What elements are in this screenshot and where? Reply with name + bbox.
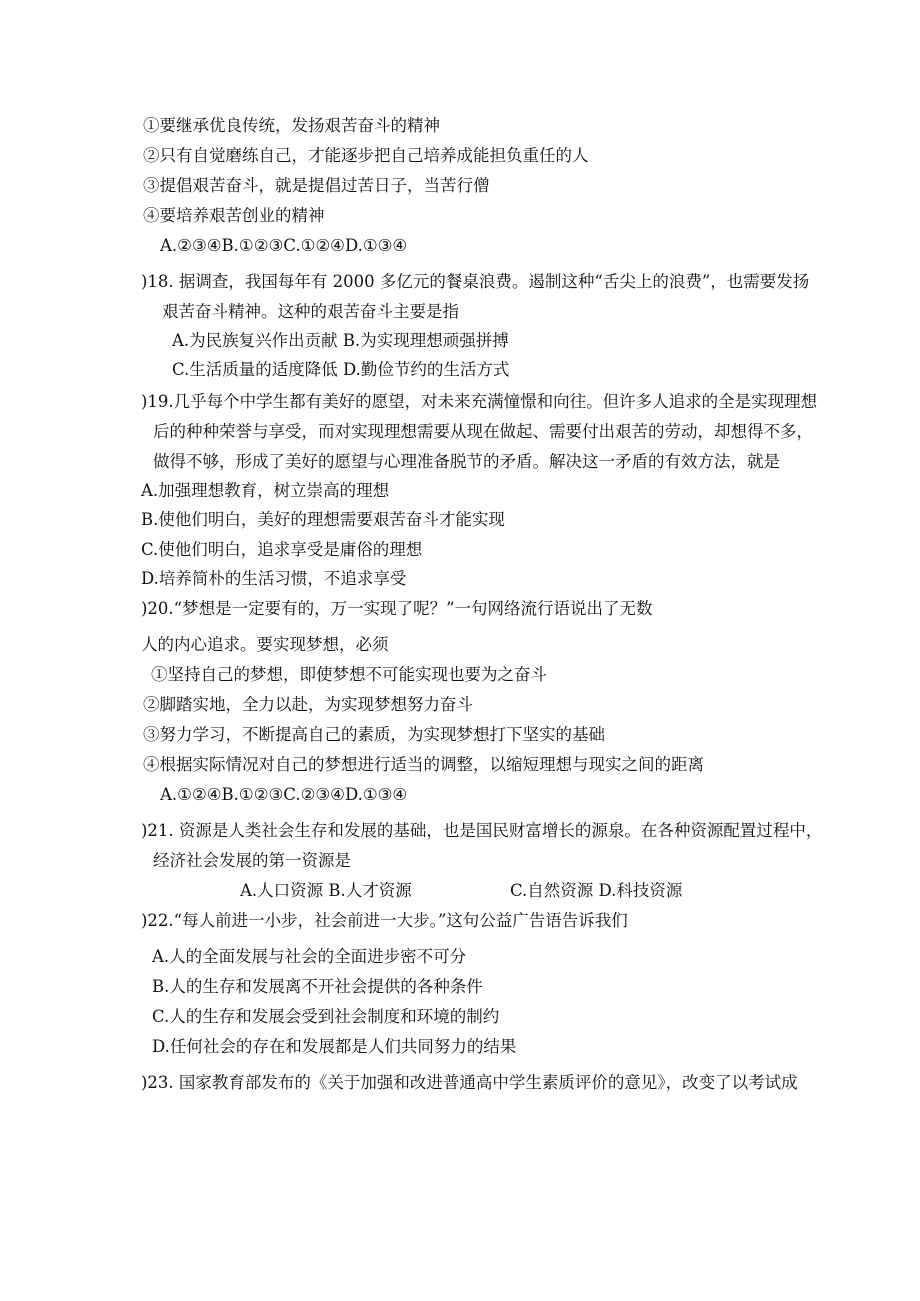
q18-options-cd: C.生活质量的适度降低 D.勤俭节约的生活方式 [172,360,510,379]
q20-item-2: ②脚踏实地，全力以赴，为实现梦想努力奋斗 [143,695,473,714]
q17-item-4: ④要培养艰苦创业的精神 [143,206,325,225]
q17-item-2: ②只有自觉磨练自己，才能逐步把自己培养成能担负重任的人 [143,146,589,165]
q22-option-c: C.人的生存和发展会受到社会制度和环境的制约 [152,1007,500,1026]
q19-stem-line-2: 后的种种荣誉与享受，而对实现理想需要从现在做起、需要付出艰苦的劳动，却想得不多， [153,422,813,441]
q17-options: A.②③④B.①②③C.①②④D.①③④ [160,236,408,255]
q22-option-b: B.人的生存和发展离不开社会提供的各种条件 [152,977,483,996]
q17-item-3: ③提倡艰苦奋斗，就是提倡过苦日子，当苦行僧 [143,176,490,195]
q17-item-1: ①要继承优良传统，发扬艰苦奋斗的精神 [143,116,440,135]
q20-options: A.①②④B.①②③C.②③④D.①③④ [160,785,408,804]
q19-stem-line-1: )19.几乎每个中学生都有美好的愿望，对未来充满憧憬和向往。但许多人追求的全是实现理想 [141,392,818,411]
q22-stem: )22.“每人前进一小步，社会前进一大步。”这句公益广告语告诉我们 [141,911,628,930]
q20-item-1: ①坚持自己的梦想，即使梦想不可能实现也要为之奋斗 [151,665,547,684]
q19-option-a: A.加强理想教育，树立崇高的理想 [141,481,390,500]
q21-stem-line-1: )21. 资源是人类社会生存和发展的基础，也是国民财富增长的源泉。在各种资源配置过程中， [141,821,823,840]
q19-stem-line-3: 做得不够，形成了美好的愿望与心理准备脱节的矛盾。解决这一矛盾的有效方法，就是 [153,452,780,471]
q23-stem: )23. 国家教育部发布的《关于加强和改进普通高中学生素质评价的意见》，改变了以考试成 [141,1073,798,1092]
q20-item-3: ③努力学习，不断提高自己的素质，为实现梦想打下坚实的基础 [143,725,605,744]
q22-option-a: A.人的全面发展与社会的全面进步密不可分 [152,947,467,966]
q22-option-d: D.任何社会的存在和发展都是人们共同努力的结果 [152,1037,517,1056]
q19-option-d: D.培养简朴的生活习惯，不追求享受 [141,569,407,588]
q20-item-4: ④根据实际情况对自己的梦想进行适当的调整，以缩短理想与现实之间的距离 [143,755,704,774]
q21-stem-line-2: 经济社会发展的第一资源是 [153,851,351,870]
q18-options-ab: A.为民族复兴作出贡献 B.为实现理想顽强拼搏 [172,331,509,350]
q21-options-cd: C.自然资源 D.科技资源 [510,881,683,900]
q18-stem-line-1: )18. 据调查，我国每年有 2000 多亿元的餐桌浪费。遏制这种“舌尖上的浪费”，也需要发扬 [141,272,810,291]
q19-option-b: B.使他们明白，美好的理想需要艰苦奋斗才能实现 [141,510,505,529]
q19-option-c: C.使他们明白，追求享受是庸俗的理想 [141,540,423,559]
q21-options-ab: A.人口资源 B.人才资源 [240,881,412,900]
q18-stem-line-2: 艰苦奋斗精神。这种的艰苦奋斗主要是指 [162,302,459,321]
q20-stem-line-2: 人的内心追求。要实现梦想，必须 [141,635,389,654]
q20-stem-line-1: )20.“梦想是一定要有的，万一实现了呢？”一句网络流行语说出了无数 [141,599,653,618]
